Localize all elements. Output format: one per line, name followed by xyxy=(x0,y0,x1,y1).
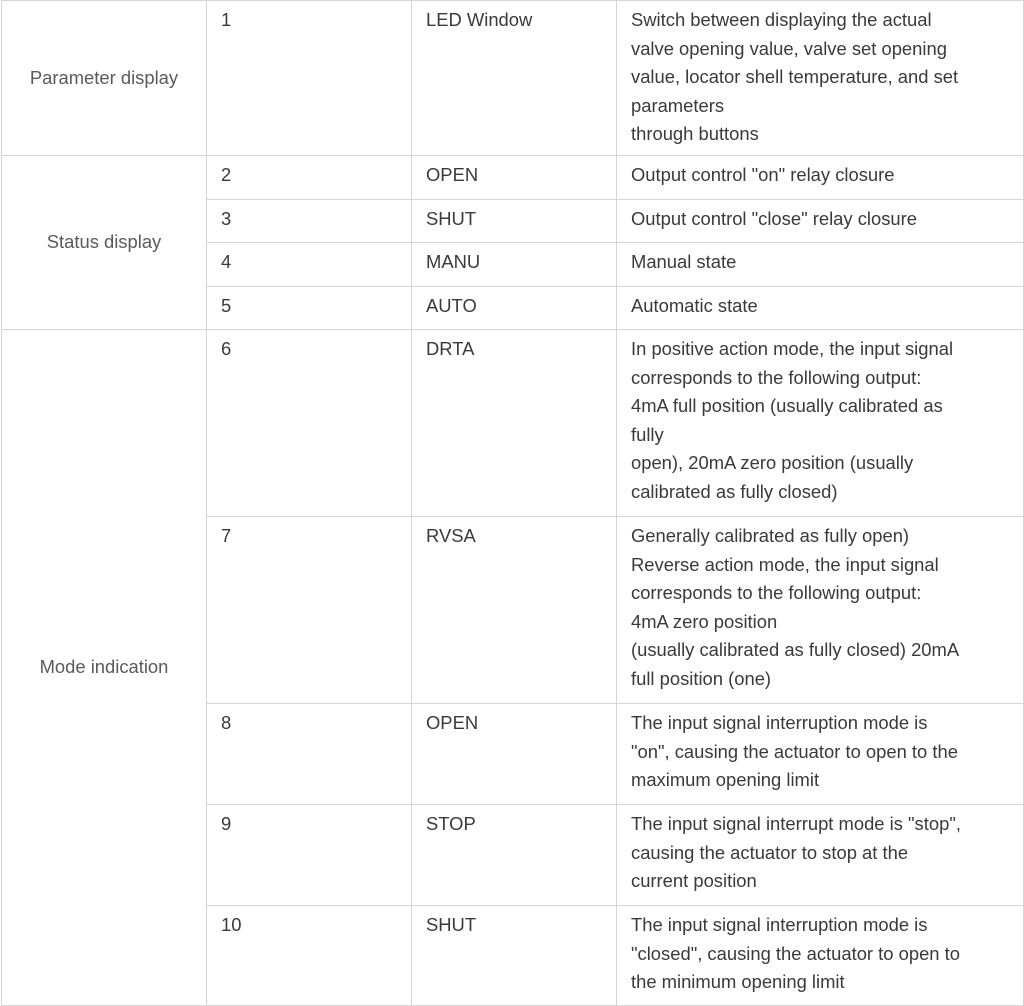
row-description xyxy=(617,704,1024,805)
group-parameter-display: Parameter display xyxy=(2,1,207,156)
row-description xyxy=(617,906,1024,1006)
description-line: causing the actuator to stop at the xyxy=(631,841,909,863)
row-description xyxy=(617,1,1024,156)
row-description xyxy=(617,517,1024,704)
row-name: OPEN xyxy=(412,704,617,805)
table-row xyxy=(2,330,1024,517)
description-line: corresponds to the following output: xyxy=(631,582,922,604)
description-line: Output control "on" relay closure xyxy=(631,164,895,185)
description-line: (usually calibrated as fully closed) 20mA xyxy=(631,639,960,661)
row-number: 3 xyxy=(207,199,412,243)
description-line: parameters xyxy=(631,94,725,116)
table-row xyxy=(2,156,1024,200)
row-description xyxy=(617,286,1024,330)
row-name: OPEN xyxy=(412,156,617,200)
row-name: AUTO xyxy=(412,286,617,330)
description-line: current position xyxy=(631,870,757,892)
row-name: DRTA xyxy=(412,330,617,517)
description-line: through buttons xyxy=(631,123,759,145)
row-number: 9 xyxy=(207,805,412,906)
description-line: The input signal interrupt mode is "stop", xyxy=(631,813,961,834)
table-row xyxy=(2,1,1024,156)
description-line: full position (one) xyxy=(631,667,772,689)
row-number: 6 xyxy=(207,330,412,517)
row-description xyxy=(617,156,1024,200)
row-name: STOP xyxy=(412,805,617,906)
row-name: SHUT xyxy=(412,199,617,243)
description-line: the minimum opening limit xyxy=(631,971,845,993)
row-name: LED Window xyxy=(412,1,617,156)
row-description xyxy=(617,330,1024,517)
description-line: corresponds to the following output: xyxy=(631,366,922,388)
row-name: MANU xyxy=(412,243,617,287)
description-line: maximum opening limit xyxy=(631,769,820,791)
description-line: open), 20mA zero position (usually xyxy=(631,452,914,474)
row-description xyxy=(617,243,1024,287)
description-line: calibrated as fully closed) xyxy=(631,480,838,502)
description-line: valve opening value, valve set opening xyxy=(631,37,947,59)
description-line: Generally calibrated as fully open) xyxy=(631,525,910,546)
group-status-display: Status display xyxy=(2,156,207,330)
indicator-table xyxy=(1,0,1024,1006)
row-description xyxy=(617,199,1024,243)
group-mode-indication: Mode indication xyxy=(2,330,207,1006)
row-number: 4 xyxy=(207,243,412,287)
description-line: "closed", causing the actuator to open to xyxy=(631,942,960,964)
description-line: Output control "close" relay closure xyxy=(631,207,917,229)
row-number: 5 xyxy=(207,286,412,330)
description-line: value, locator shell temperature, and set xyxy=(631,66,959,88)
row-number: 7 xyxy=(207,517,412,704)
row-number: 8 xyxy=(207,704,412,805)
description-line: Automatic state xyxy=(631,294,758,316)
description-line: 4mA full position (usually calibrated as xyxy=(631,395,943,417)
description-line: The input signal interruption mode is xyxy=(631,712,928,733)
row-number: 1 xyxy=(207,1,412,156)
description-line: 4mA zero position xyxy=(631,610,778,632)
description-line: fully xyxy=(631,423,664,445)
row-name: SHUT xyxy=(412,906,617,1006)
row-number: 10 xyxy=(207,906,412,1006)
description-line: Reverse action mode, the input signal xyxy=(631,553,939,575)
row-description xyxy=(617,805,1024,906)
description-line: In positive action mode, the input signal xyxy=(631,338,954,359)
description-line: Switch between displaying the actual xyxy=(631,9,932,30)
row-number: 2 xyxy=(207,156,412,200)
row-name: RVSA xyxy=(412,517,617,704)
description-line: The input signal interruption mode is xyxy=(631,914,928,935)
description-line: Manual state xyxy=(631,251,737,272)
description-line: "on", causing the actuator to open to the xyxy=(631,740,958,762)
